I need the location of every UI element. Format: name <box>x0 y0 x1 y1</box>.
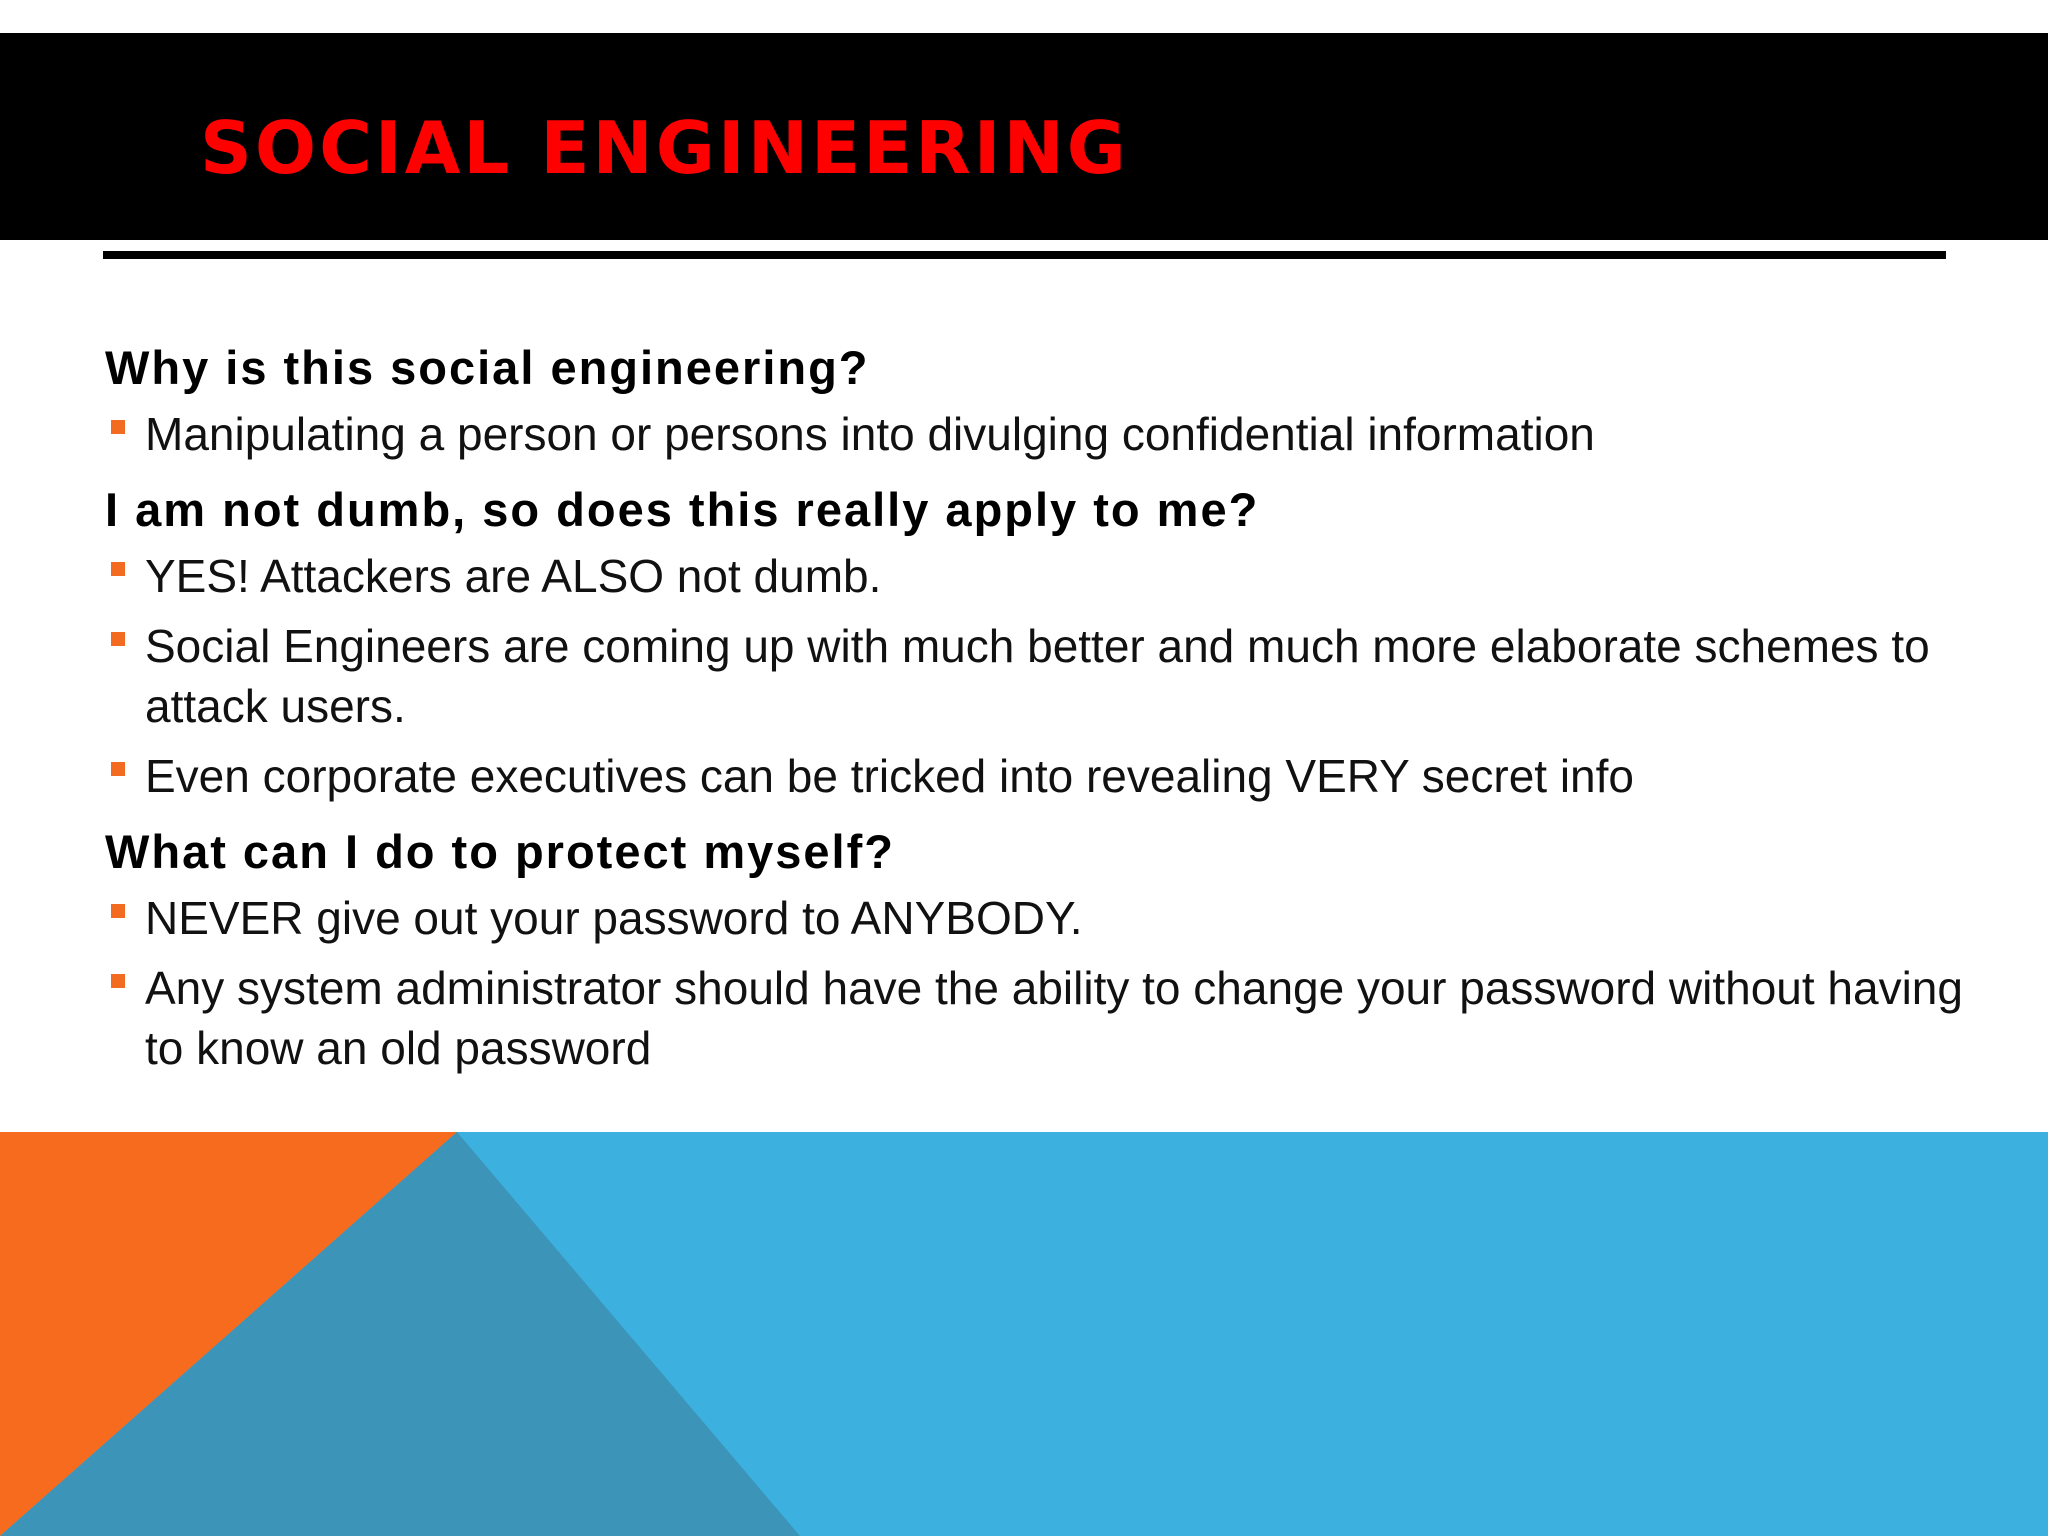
slide-title: SOCIAL ENGINEERING <box>200 106 1129 190</box>
bullet-item <box>105 888 1965 948</box>
section-heading-protect: What can I do to protect myself? <box>105 825 895 878</box>
square-bullet-icon <box>111 420 125 434</box>
bullet-list-protect <box>105 888 1965 1078</box>
bullet-item <box>105 616 1965 736</box>
slide-content <box>105 332 1965 1088</box>
bullet-list-apply <box>105 546 1965 806</box>
square-bullet-icon <box>111 632 125 646</box>
square-bullet-icon <box>111 904 125 918</box>
square-bullet-icon <box>111 974 125 988</box>
square-bullet-icon <box>111 562 125 576</box>
bullet-text: NEVER give out your password to ANYBODY. <box>145 892 1083 944</box>
section-heading-why: Why is this social engineering? <box>105 341 870 394</box>
bullet-item <box>105 546 1965 606</box>
section-heading-apply: I am not dumb, so does this really apply to me? <box>105 483 1260 536</box>
bullet-text: YES! Attackers are ALSO not dumb. <box>145 550 882 602</box>
bullet-item <box>105 404 1965 464</box>
bullet-item <box>105 746 1965 806</box>
bullet-list-why <box>105 404 1965 464</box>
bullet-text: Even corporate executives can be tricked into revealing VERY secret info <box>145 750 1635 802</box>
bullet-text: Manipulating a person or persons into divulging confidential information <box>145 408 1595 460</box>
title-divider <box>103 251 1946 259</box>
footer-graphic <box>0 1132 2048 1536</box>
square-bullet-icon <box>111 762 125 776</box>
bullet-text: Social Engineers are coming up with much better and much more elaborate schemes to attack users. <box>145 620 1930 732</box>
bullet-text: Any system administrator should have the ability to change your password without having to know an old password <box>145 962 1963 1074</box>
bullet-item <box>105 958 1965 1078</box>
